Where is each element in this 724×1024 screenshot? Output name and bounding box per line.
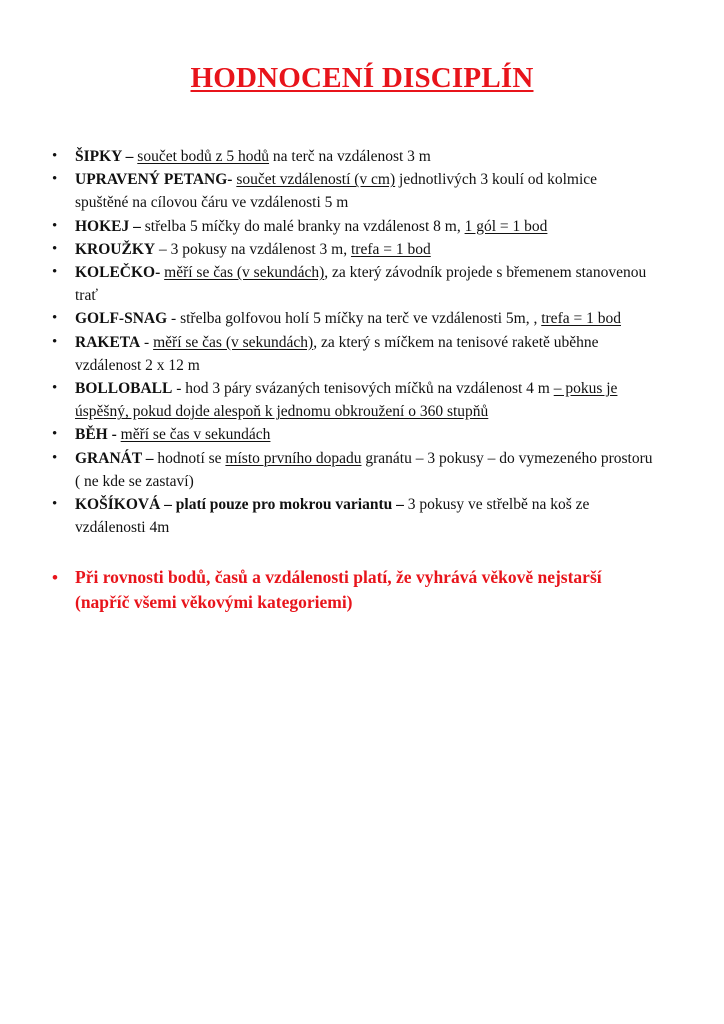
discipline-name: UPRAVENÝ PETANG- [75, 171, 233, 189]
discipline-text: , za který s míčkem na tenisové raketě uběhne [313, 333, 599, 351]
discipline-text: vzdálenost 2 x 12 m [75, 356, 200, 374]
discipline-name: BOLLOBALL [75, 380, 173, 398]
discipline-item [51, 423, 711, 446]
discipline-text: trať [75, 287, 98, 305]
discipline-name: KOLEČKO- [75, 264, 165, 282]
discipline-line [75, 516, 711, 539]
discipline-rule: součet vzdáleností (v cm) [236, 171, 396, 189]
page-title: HODNOCENÍ DISCIPLÍN [190, 62, 534, 94]
discipline-text: , za který závodník projede s břemenem stanovenou [324, 264, 647, 282]
discipline-item [51, 168, 711, 214]
discipline-text: 3 pokusy ve střelbě na koš ze [407, 496, 590, 514]
bullet-icon: • [52, 426, 58, 443]
discipline-text: ( ne kde se zastaví) [75, 472, 194, 490]
discipline-line [75, 354, 711, 377]
discipline-item [51, 377, 711, 423]
tiebreak-note-line-1: Při rovnosti bodů, časů a vzdálenosti platí, že vyhrává věkově nejstarší [75, 567, 602, 587]
discipline-text: jednotlivých 3 koulí od kolmice [395, 171, 598, 189]
bullet-icon: • [52, 171, 58, 188]
bullet-icon: • [52, 217, 58, 234]
discipline-rule: měří se čas v sekundách [120, 426, 271, 444]
discipline-rule: měří se čas (v sekundách) [164, 264, 325, 282]
discipline-line [75, 470, 711, 493]
discipline-item [51, 238, 711, 261]
discipline-line [75, 423, 711, 446]
discipline-line [75, 377, 711, 400]
discipline-item [51, 261, 711, 307]
discipline-text: granátu – 3 pokusy – do vymezeného prostoru [361, 449, 653, 467]
discipline-item [51, 447, 711, 493]
discipline-rule: místo prvního dopadu [225, 449, 362, 467]
bullet-icon: • [52, 380, 58, 397]
discipline-name: HOKEJ – [75, 217, 145, 235]
discipline-line [75, 331, 711, 354]
bullet-icon: • [52, 496, 58, 513]
bullet-icon: • [52, 264, 58, 281]
discipline-name: ŠIPKY – [75, 148, 138, 165]
discipline-name: GOLF-SNAG [75, 310, 168, 328]
discipline-line [75, 284, 711, 307]
discipline-text: vzdálenosti 4m [75, 519, 170, 537]
discipline-line [75, 168, 711, 191]
discipline-name: RAKETA [75, 333, 141, 351]
discipline-item [51, 215, 711, 238]
tiebreak-note [51, 565, 724, 615]
bullet-icon: • [52, 310, 58, 327]
discipline-rule: úspěšný, pokud dojde alespoň k jednomu obkroužení o 360 stupňů [75, 403, 489, 421]
discipline-line [75, 400, 711, 423]
discipline-text: spuštěné na cílovou čáru ve vzdálenosti 5 m [75, 194, 349, 212]
discipline-line [75, 238, 711, 261]
discipline-name: BĚH - [75, 426, 121, 444]
discipline-rule: součet bodů z 5 hodů [137, 148, 270, 165]
discipline-name: GRANÁT – [75, 449, 158, 467]
discipline-rule: trefa = 1 bod [350, 240, 431, 258]
discipline-line [75, 493, 711, 516]
bullet-icon: • [52, 449, 58, 466]
bullet-icon: • [52, 568, 58, 587]
discipline-name: KOŠÍKOVÁ – platí pouze pro mokrou variantu – [75, 496, 408, 514]
bullet-icon: • [52, 240, 58, 257]
discipline-line [75, 447, 711, 470]
discipline-item [51, 145, 711, 168]
discipline-text: - [140, 333, 154, 351]
discipline-text: - střelba golfovou holí 5 míčky na terč ve vzdálenosti 5m, , [167, 310, 542, 328]
discipline-item [51, 331, 711, 377]
discipline-line [75, 215, 711, 238]
discipline-text: - hod 3 páry svázaných tenisových míčků na vzdálenost 4 m [172, 380, 554, 398]
discipline-text: – 3 pokusy na vzdálenost 3 m, [155, 240, 351, 258]
discipline-line [75, 145, 711, 168]
discipline-text: na terč na vzdálenost 3 m [269, 148, 431, 165]
discipline-rule: – pokus je [553, 380, 618, 398]
discipline-item [51, 493, 711, 539]
discipline-item [51, 307, 711, 330]
discipline-name: KROUŽKY [75, 240, 156, 258]
tiebreak-note-line-2: (napříč všemi věkovými kategoriemi) [75, 592, 353, 612]
discipline-text: střelba 5 míčky do malé branky na vzdálenost 8 m, [144, 217, 465, 235]
discipline-text: hodnotí se [157, 449, 226, 467]
discipline-rule: trefa = 1 bod [541, 310, 621, 328]
discipline-line [75, 307, 711, 330]
discipline-list [51, 145, 711, 539]
bullet-icon: • [52, 333, 58, 350]
discipline-line [75, 261, 711, 284]
discipline-rule: 1 gól = 1 bod [464, 217, 548, 235]
discipline-line [75, 191, 711, 214]
bullet-icon: • [52, 148, 58, 164]
discipline-rule: měří se čas (v sekundách) [153, 333, 314, 351]
